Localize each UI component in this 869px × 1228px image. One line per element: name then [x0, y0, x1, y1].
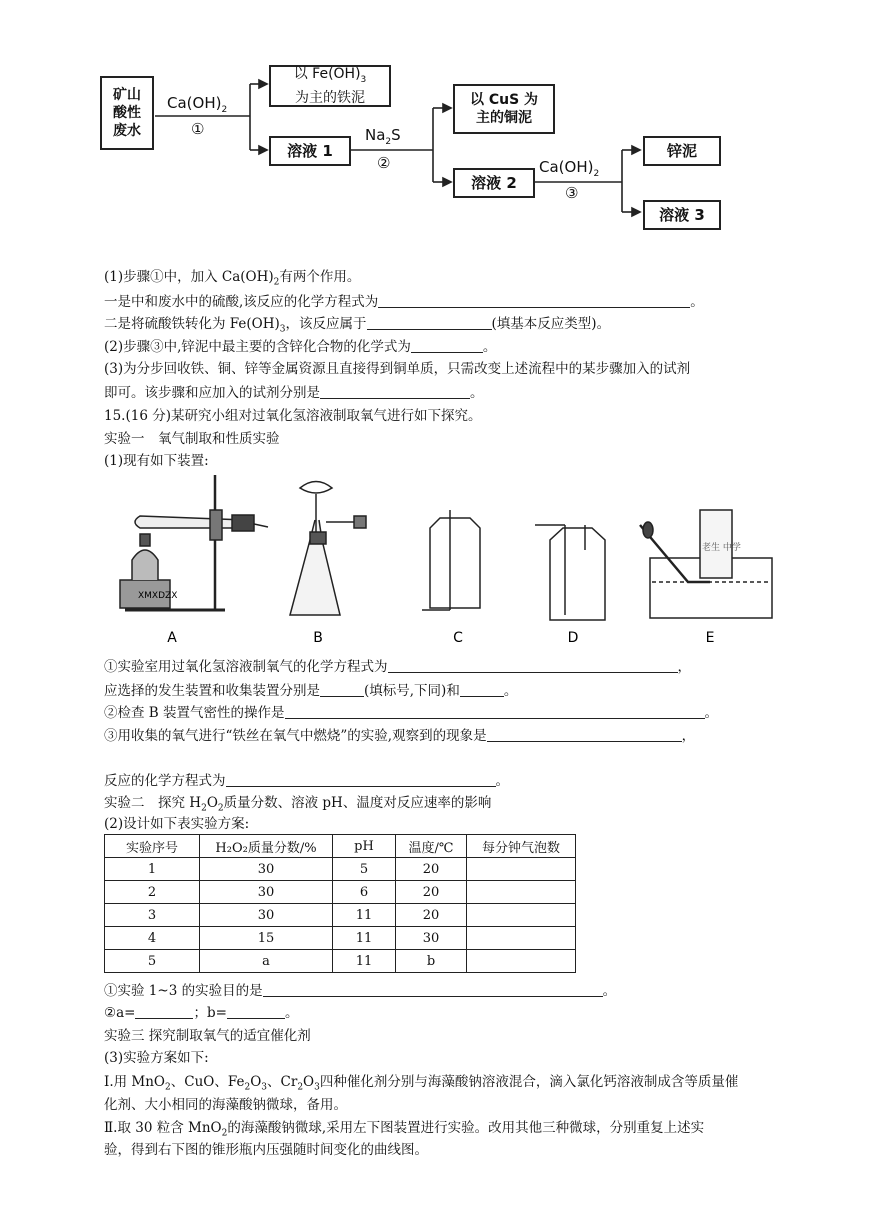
reagent3-label: $Ca(OH)_2$ [539, 158, 600, 179]
q1-line3: 二是将硫酸铁转化为 $Fe(OH)_3$，该反应属于 (填基本反应类型)。 [104, 316, 611, 335]
reagent1-label: $Ca(OH)_2$ [167, 94, 228, 115]
table-row: 2 30 6 20 [105, 881, 576, 904]
answer-blank[interactable] [320, 384, 470, 399]
table-header-row [105, 835, 576, 858]
exp2-q2a: ①实验 1~3 的实验目的是 。 [104, 983, 617, 999]
flow-chart [95, 62, 755, 232]
answer-blank[interactable] [378, 293, 690, 308]
exp3-title: 实验三 探究制取氧气的适宜催化剂 [104, 1028, 311, 1044]
lamp-text: XMXDZX [138, 591, 178, 601]
table-row: 4 15 11 30 [105, 927, 576, 950]
answer-blank[interactable] [263, 982, 603, 997]
solution1-box: 溶液 1 [269, 136, 351, 166]
exp3-step2: Ⅱ.取 30 粒含 MnO$_2$的海藻酸钠微球,采用左下图装置进行实验。改用其他三种微球，分别重复上述实 [104, 1120, 705, 1139]
exp3-q3: (3)实验方案如下: [104, 1050, 209, 1066]
table-row: 3 30 11 20 [105, 904, 576, 927]
answer-blank[interactable] [487, 727, 682, 742]
step1-label: ① [191, 120, 205, 138]
col-header: pH [333, 835, 396, 858]
label-b: B [313, 630, 323, 646]
answer-blank[interactable] [388, 658, 678, 673]
answer-blank[interactable] [226, 772, 496, 787]
exp1-q1: (1)现有如下装置: [104, 453, 209, 469]
q3-line: (3)为分步回收铁、铜、锌等金属资源且直接得到铜单质，只需改变上述流程中的某步骤加入的试剂 [104, 361, 691, 377]
reagent2-label: $Na_2S$ [365, 126, 401, 147]
col-header: 每分钟气泡数 [467, 835, 576, 858]
answer-blank[interactable] [460, 682, 504, 697]
experiment-table [104, 834, 576, 973]
exp2-title: 实验二 探究 $H_2O_2$质量分数、溶液 pH、温度对反应速率的影响 [104, 795, 492, 814]
exp3-step2-2: 验，得到右下图的锥形瓶内压强随时间变化的曲线图。 [104, 1142, 428, 1158]
answer-blank[interactable] [320, 682, 364, 697]
step3-label: ③ [565, 184, 579, 202]
source-box: 矿山 酸性 废水 [100, 76, 154, 150]
answer-blank[interactable] [285, 704, 705, 719]
answer-blank[interactable] [227, 1004, 285, 1019]
table-row: 5 a 11 b [105, 950, 576, 973]
exp3-step1-2: 化剂、大小相同的海藻酸钠微球，备用。 [104, 1097, 347, 1113]
q1-line: (1)步骤①中，加入 $Ca(OH)_2$有两个作用。 [104, 269, 361, 288]
apparatus-figure [110, 470, 780, 650]
answer-blank[interactable] [135, 1004, 193, 1019]
label-e: E [705, 630, 715, 646]
exp1-q1b: ②检查 B 装置气密性的操作是 。 [104, 705, 719, 721]
col-header: 温度/℃ [396, 835, 467, 858]
table-row: 1 30 5 20 [105, 858, 576, 881]
iron-mud-box: 以 $Fe(OH)_3$ 为主的铁泥 [269, 65, 391, 107]
label-d: D [567, 630, 579, 646]
label-c: C [453, 630, 463, 646]
exp3-step1: I.用 MnO$_2$、CuO、$Fe_2O_3$、$Cr_2O_3$四种催化剂分别与海藻酸钠溶液混合，滴入氯化钙溶液制成含等质量催 [104, 1074, 739, 1093]
exp2-q2: (2)设计如下表实验方案: [104, 816, 250, 832]
solution2-box: 溶液 2 [453, 168, 535, 198]
watermark: 老生 中学 [702, 543, 741, 553]
answer-blank[interactable] [367, 315, 492, 330]
copper-mud-box: 以 CuS 为 主的铜泥 [453, 84, 555, 134]
exp1-q1c: ③用收集的氧气进行“铁丝在氧气中燃烧”的实验,观察到的现象是 ， [104, 728, 696, 744]
solution3-box: 溶液 3 [643, 200, 721, 230]
col-header: H₂O₂质量分数/% [200, 835, 333, 858]
step2-label: ② [377, 154, 391, 172]
q15-title: 15.(16 分)某研究小组对过氧化氢溶液制取氧气进行如下探究。 [104, 408, 482, 424]
exp2-q2b: ②a= ；b= 。 [104, 1005, 299, 1021]
exp1-title: 实验一 氧气制取和性质实验 [104, 431, 280, 447]
q3-line2: 即可。该步骤和应加入的试剂分别是 。 [104, 385, 484, 401]
q1-line2: 一是中和废水中的硫酸,该反应的化学方程式为 。 [104, 294, 704, 310]
zinc-mud-box: 锌泥 [643, 136, 721, 166]
answer-blank[interactable] [411, 338, 483, 353]
label-a: A [167, 630, 177, 646]
exp1-q1a-2: 应选择的发生装置和收集装置分别是 (填标号,下同)和 。 [104, 683, 518, 699]
col-header: 实验序号 [105, 835, 200, 858]
exp1-q1a: ①实验室用过氧化氢溶液制氧气的化学方程式为 ， [104, 659, 691, 675]
exp1-q1c-2: 反应的化学方程式为 。 [104, 773, 509, 789]
q2-line: (2)步骤③中,锌泥中最主要的含锌化合物的化学式为 。 [104, 339, 497, 355]
